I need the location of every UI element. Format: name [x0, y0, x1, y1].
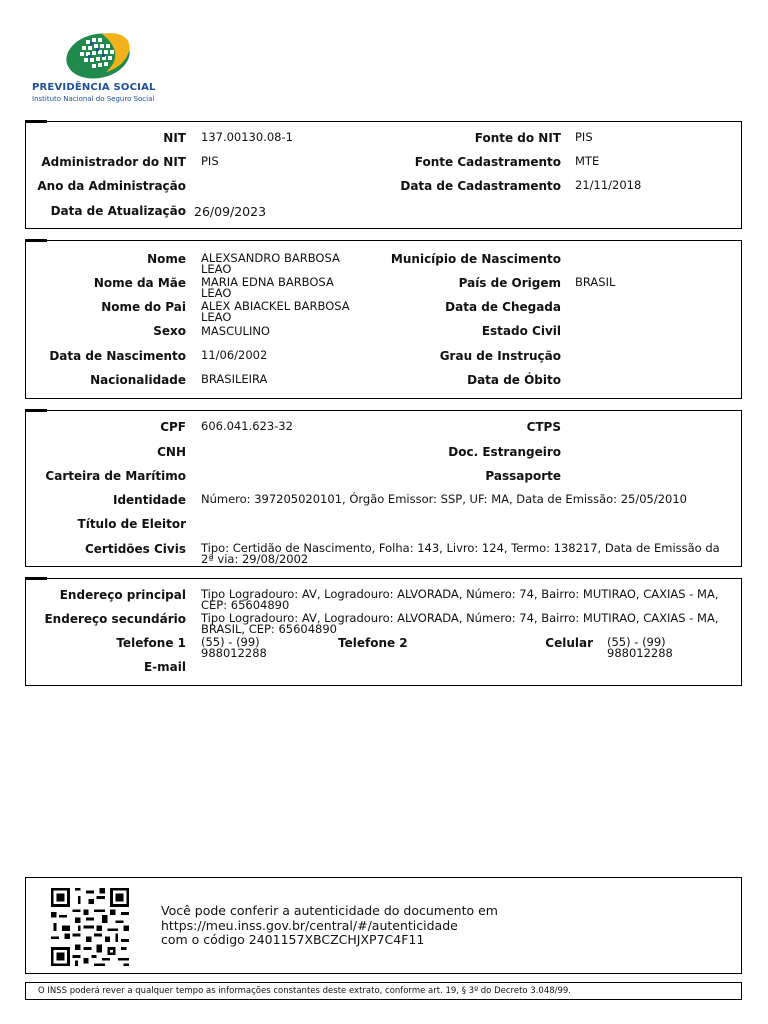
sexo-value: MASCULINO: [201, 324, 270, 338]
rodape-nota: O INSS poderá rever a qualquer tempo as informações constantes deste extrato, conforme art. 19, § 3º do Decreto 3.048/99.: [38, 986, 572, 996]
nome-label: Nome: [147, 252, 186, 266]
contato-section: [25, 578, 742, 686]
fonte-cadastramento-value: MTE: [575, 154, 600, 168]
passaporte-label: Passaporte: [485, 469, 561, 483]
ano-administracao-label: Ano da Administração: [37, 179, 186, 193]
identidade-label: Identidade: [112, 493, 186, 507]
administrador-value: PIS: [201, 154, 219, 168]
endereco-principal-value: Tipo Logradouro: AV, Logradouro: ALVORADA, Número: 74, Bairro: MUTIRAO, CAXIAS - MA, CEP: 65604890: [201, 587, 719, 612]
doc-estrangeiro-label: Doc. Estrangeiro: [448, 445, 561, 459]
section-tab: [25, 577, 47, 580]
fonte-nit-label: Fonte do NIT: [474, 131, 561, 145]
data-nascimento-label: Data de Nascimento: [49, 349, 186, 363]
ctps-label: CTPS: [526, 420, 561, 434]
section-tab: [25, 120, 47, 123]
cpf-value: 606.041.623-32: [201, 419, 293, 433]
data-cadastramento-label: Data de Cadastramento: [400, 179, 561, 193]
autenticidade-text: [161, 904, 498, 948]
logo-subtitle: Instituto Nacional do Seguro Social: [32, 95, 155, 103]
previdencia-social-logo: [30, 26, 160, 106]
nit-label: NIT: [163, 131, 186, 145]
nome-pai-value: ALEX ABIACKEL BARBOSA LEAO: [201, 299, 350, 324]
administrador-label: Administrador do NIT: [41, 155, 186, 169]
pais-origem-label: País de Origem: [458, 276, 561, 290]
nit-value: 137.00130.08-1: [201, 130, 293, 144]
fonte-nit-value: PIS: [575, 130, 593, 144]
data-atualizacao-label: Data de Atualização: [50, 204, 186, 218]
data-nascimento-value: 11/06/2002: [201, 348, 268, 362]
fonte-cadastramento-label: Fonte Cadastramento: [414, 155, 561, 169]
celular-label: Celular: [545, 636, 593, 650]
municipio-label: Município de Nascimento: [390, 252, 561, 266]
registro-section: [25, 121, 742, 229]
nome-value: ALEXSANDRO BARBOSA LEAO: [201, 251, 340, 276]
documentos-section: [25, 410, 742, 567]
celular-value: (55) - (99) 988012288: [607, 635, 673, 660]
nome-mae-value: MARIA EDNA BARBOSA LEAO: [201, 275, 334, 300]
titulo-eleitor-label: Título de Eleitor: [77, 517, 186, 531]
identidade-value: Número: 397205020101, Órgão Emissor: SSP, UF: MA, Data de Emissão: 25/05/2010: [201, 492, 687, 506]
endereco-secundario-label: Endereço secundário: [44, 612, 186, 626]
telefone2-label: Telefone 2: [338, 636, 408, 650]
data-atualizacao-value: 26/09/2023: [194, 204, 267, 219]
carteira-maritimo-label: Carteira de Marítimo: [45, 469, 186, 483]
endereco-secundario-value: Tipo Logradouro: AV, Logradouro: ALVORADA, Número: 74, Bairro: MUTIRAO, CAXIAS - MA, BRASIL, CEP: 65604890: [201, 611, 719, 636]
autenticidade-url[interactable]: https://meu.inss.gov.br/central/#/autenticidade: [161, 917, 458, 933]
section-tab: [25, 239, 47, 242]
pais-origem-value: BRASIL: [575, 275, 616, 289]
telefone1-value: (55) - (99) 988012288: [201, 635, 267, 660]
certidoes-civis-label: Certidões Civis: [84, 542, 186, 556]
sexo-label: Sexo: [153, 324, 186, 338]
cnh-label: CNH: [157, 445, 186, 459]
endereco-principal-label: Endereço principal: [59, 588, 186, 602]
email-label: E-mail: [143, 660, 186, 674]
data-cadastramento-value: 21/11/2018: [575, 178, 642, 192]
section-tab: [25, 409, 47, 412]
data-obito-label: Data de Óbito: [467, 373, 561, 387]
nacionalidade-value: BRASILEIRA: [201, 372, 268, 386]
autenticidade-codigo: com o código 2401157XBCZCHJXP7C4F11: [161, 932, 425, 947]
estado-civil-label: Estado Civil: [481, 324, 561, 338]
nome-pai-label: Nome do Pai: [101, 300, 186, 314]
autenticidade-line1: Você pode conferir a autenticidade do documento em: [161, 903, 498, 918]
telefone1-label: Telefone 1: [116, 636, 186, 650]
qr-code-icon: [50, 888, 130, 966]
dados-pessoais-section: [25, 240, 742, 399]
cpf-label: CPF: [160, 420, 186, 434]
certidoes-civis-value: Tipo: Certidão de Nascimento, Folha: 143, Livro: 124, Termo: 138217, Data de Emissão da 2ª via: 29/08/2002: [201, 541, 720, 566]
grau-instrucao-label: Grau de Instrução: [439, 349, 561, 363]
nacionalidade-label: Nacionalidade: [90, 373, 186, 387]
logo-title: PREVIDÊNCIA SOCIAL: [32, 82, 156, 93]
rodape-section: [25, 982, 742, 1000]
autenticidade-section: [25, 877, 742, 974]
nome-mae-label: Nome da Mãe: [93, 276, 186, 290]
data-chegada-label: Data de Chegada: [445, 300, 561, 314]
